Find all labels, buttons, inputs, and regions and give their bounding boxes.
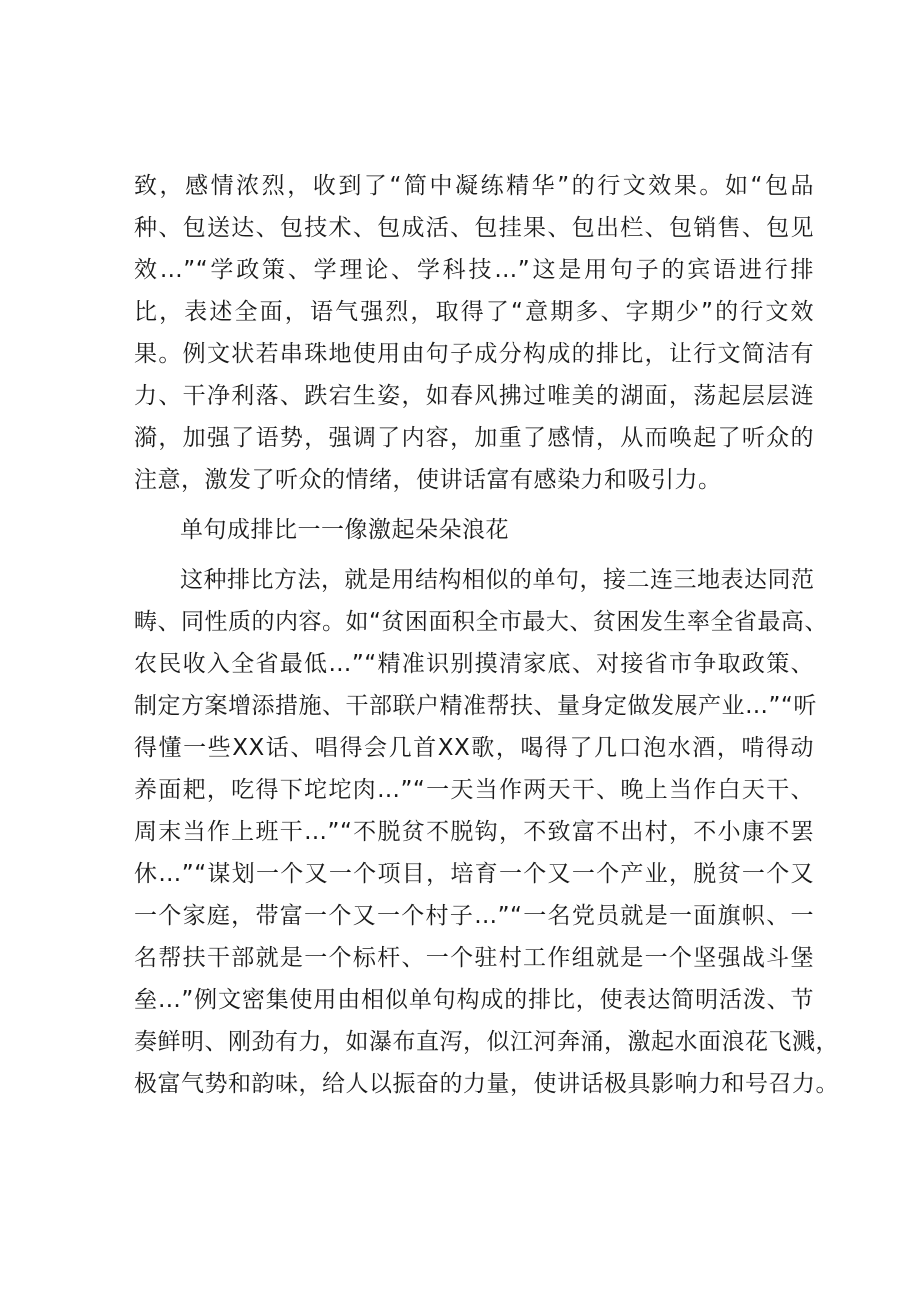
paragraph-2-line-4: 制定方案增添措施、干部联户精准帮扶、量身定做发展产业…”“听 [134,693,817,719]
paragraph-1-line-4: 比，表述全面，语气强烈，取得了“意期多、字期少”的行文效 [134,299,814,325]
paragraph-1-line-3: 效…”“学政策、学理论、学科技…”这是用句子的宾语进行排 [134,257,814,283]
paragraph-2-line-10: 名帮扶干部就是一个标杆、一个驻村工作组就是一个坚强战斗堡 [134,945,814,971]
paragraph-2-line-13: 极富气势和韵味，给人以振奋的力量，使讲话极具影响力和号召力。 [134,1071,839,1097]
paragraph-2-line-2: 畴、同性质的内容。如“贫困面积全市最大、贫困发生率全省最高、 [134,609,828,635]
paragraph-2-line-6: 养面耙，吃得下坨坨肉…”“一天当作两天干、晚上当作白天干、 [134,777,814,803]
paragraph-2-line-12: 奏鲜明、刚劲有力，如瀑布直泻，似江河奔涌，激起水面浪花飞溅， [134,1029,839,1055]
paragraph-2-line-5: 得懂一些XX话、唱得会几首XX歌，喝得了几口泡水酒，啃得动 [134,735,814,761]
paragraph-1-line-5: 果。例文状若串珠地使用由句子成分构成的排比，让行文简洁有 [134,341,814,367]
paragraph-1-line-8: 注意，激发了听众的情绪，使讲话富有感染力和吸引力。 [134,467,722,493]
paragraph-2-line-9: 一个家庭，带富一个又一个村子…”“一名党员就是一面旗帜、一 [134,903,814,929]
paragraph-1-line-7: 漪，加强了语势，强调了内容，加重了感情，从而唤起了听众的 [134,425,814,451]
paragraph-2-line-3: 农民收入全省最低…”“精准识别摸清家底、对接省市争取政策、 [134,651,814,677]
paragraph-1-line-2: 种、包送达、包技术、包成活、包挂果、包出栏、包销售、包见 [134,215,814,241]
paragraph-1-line-1: 致，感情浓烈，收到了“简中凝练精华”的行文效果。如“包品 [134,173,814,199]
paragraph-2-line-11: 垒…”例文密集使用由相似单句构成的排比，使表达简明活泼、节 [134,987,814,1013]
section-heading: 单句成排比一一像激起朵朵浪花 [180,517,509,543]
paragraph-2-line-8: 休…”“谋划一个又一个项目，培育一个又一个产业，脱贫一个又 [134,861,814,887]
paragraph-2-line-1: 这种排比方法，就是用结构相似的单句，接二连三地表达同范 [180,567,815,593]
paragraph-2-line-7: 周末当作上班干…”“不脱贫不脱钩，不致富不出村，不小康不罢 [134,819,814,845]
paragraph-1-line-6: 力、干净利落、跌宕生姿，如春风拂过唯美的湖面，荡起层层涟 [134,383,814,409]
